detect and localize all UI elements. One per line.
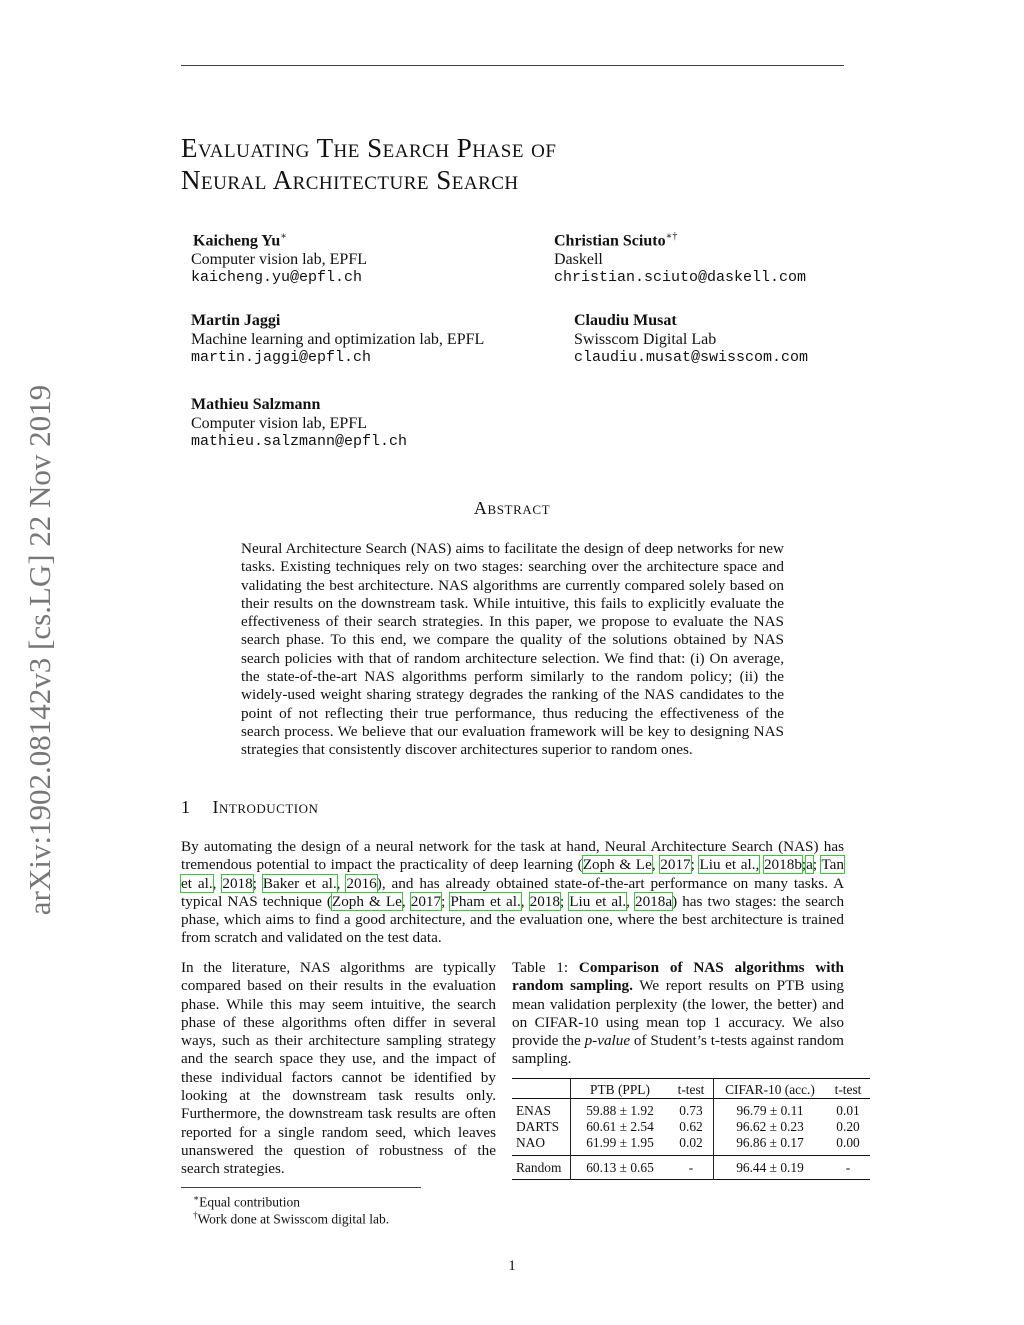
- results-table: [512, 1078, 870, 1180]
- author-block: [574, 312, 808, 368]
- table-cell: 0.02: [679, 1135, 703, 1150]
- table-cell: 96.62 ± 0.23: [714, 1119, 827, 1135]
- table-label: Table 1:: [512, 959, 569, 976]
- table-cell: 0.01: [836, 1103, 860, 1118]
- author-name: Mathieu Salzmann: [191, 396, 321, 413]
- table-caption-bold: Comparison of NAS algorithms with random sampling.: [512, 959, 845, 995]
- author-email[interactable]: kaicheng.yu@epfl.ch: [191, 269, 363, 287]
- table-cell: 96.79 ± 0.11: [714, 1099, 827, 1120]
- table-row-random: [512, 1156, 870, 1180]
- page-number: 1: [508, 1258, 516, 1274]
- footnote-1: ∗Equal contribution: [193, 1193, 300, 1210]
- author-affiliation: Computer vision lab, EPFL: [191, 250, 367, 268]
- author-block: [554, 228, 806, 288]
- table-cell: DARTS: [516, 1119, 560, 1134]
- table-cell: 60.61 ± 2.54: [571, 1119, 670, 1135]
- citation-link[interactable]: a: [806, 856, 813, 874]
- table-cell: -: [688, 1160, 694, 1175]
- author-block: [191, 396, 407, 452]
- table-cell: 0.00: [836, 1135, 860, 1150]
- citation-link[interactable]: Liu et al.,: [699, 856, 760, 874]
- table-cell: Random: [516, 1160, 562, 1175]
- table-header-cell: PTB (PPL): [571, 1079, 670, 1099]
- table-header-cell: t-test: [677, 1082, 705, 1097]
- paper-title: [181, 132, 556, 196]
- table-cell: 96.44 ± 0.19: [714, 1156, 827, 1180]
- table-caption: Table 1: Comparison of NAS algorithms with random sampling. We report results on PTB using mean validation perplexity (the lower, the better) and on CIFAR-10 using mean top 1 accuracy. We also provide the p-value of Student’s t-tests against random sampling.: [512, 959, 845, 1068]
- table-cell: 61.99 ± 1.95: [571, 1135, 670, 1156]
- author-affiliation: Machine learning and optimization lab, EPFL: [191, 330, 485, 348]
- table-cell: ENAS: [516, 1103, 551, 1118]
- citation-link[interactable]: 2017: [410, 892, 442, 910]
- author-email[interactable]: mathieu.salzmann@epfl.ch: [191, 433, 408, 450]
- table-header-row: [512, 1079, 870, 1099]
- citation-link[interactable]: 2018a: [634, 892, 673, 910]
- citation-link[interactable]: 2017: [660, 856, 691, 874]
- abstract-heading: Abstract: [473, 498, 551, 518]
- intro-paragraph: By automating the design of a neural network for the task at hand, Neural Architecture Search (NAS) has tremendous potential to impact the practicality of deep learning (Zoph & Le, 2017; Liu et al., 2018b;a; Tan et al., 2018; Baker et al., 2016), and has already obtained state-of-the-art performance on many tasks. A typical NAS technique (Zoph & Le, 2017; Pham et al., 2018; Liu et al., 2018a) has two stages: the search phase, which aims to find a good architecture, and the evaluation one, where the best architecture is trained from scratch and validated on the test data.: [181, 838, 845, 947]
- section-title: Introduction: [212, 797, 319, 817]
- table-row: [512, 1119, 870, 1135]
- citation-link[interactable]: 2016: [346, 874, 377, 892]
- citation-link[interactable]: Tan et al.: [181, 856, 845, 892]
- table-header-cell: CIFAR-10 (acc.): [714, 1079, 827, 1099]
- author-affiliation: Computer vision lab, EPFL: [191, 414, 367, 432]
- author-affiliation: Swisscom Digital Lab: [574, 330, 717, 348]
- citation-link[interactable]: Pham et al.: [450, 892, 521, 910]
- table-cell: 0.73: [679, 1103, 703, 1118]
- footnote-2: †Work done at Swisscom digital lab.: [193, 1210, 390, 1227]
- arxiv-stamp-text: arXiv:1902.08142v3 [cs.LG] 22 Nov 2019: [22, 384, 57, 916]
- author-name: Martin Jaggi: [191, 312, 281, 329]
- citation-link[interactable]: 2018: [222, 874, 253, 892]
- author-name: Kaicheng Yu∗: [193, 231, 288, 250]
- author-email[interactable]: claudiu.musat@swisscom.com: [574, 349, 809, 366]
- title-line-2: Neural Architecture Search: [181, 165, 519, 195]
- footnote-rule: [181, 1187, 421, 1188]
- table-cell: 60.13 ± 0.65: [571, 1156, 670, 1180]
- author-email[interactable]: martin.jaggi@epfl.ch: [191, 349, 372, 366]
- intro-paragraph-2: In the literature, NAS algorithms are typically compared based on their results in the evaluation phase. While this may seem intuitive, the search phase of these algorithms often differ in several ways, such as their architecture sampling strategy and the search space they use, and the impact of these individual factors cannot be identified by looking at the downstream task results only. Furthermore, the downstream task results are often reported for a single random seed, which leaves unanswered the question of robustness of the search strategies.: [181, 959, 496, 1178]
- author-block: [193, 228, 367, 288]
- table-cell: 0.62: [679, 1119, 703, 1134]
- section-heading: [181, 797, 318, 818]
- author-affiliation: Daskell: [554, 250, 603, 268]
- header-rule: [181, 65, 844, 66]
- author-email[interactable]: christian.sciuto@daskell.com: [554, 269, 807, 287]
- citation-link[interactable]: Zoph & Le: [582, 856, 652, 874]
- citation-link[interactable]: 2018b: [763, 856, 802, 874]
- abstract-text: Neural Architecture Search (NAS) aims to facilitate the design of deep networks for new tasks. Existing techniques rely on two stages: searching over the architecture space and validating the best architecture. NAS algorithms are currently compared solely based on their results on the downstream task. While intuitive, this fails to explicitly evaluate the effectiveness of their search strategies. In this paper, we propose to evaluate the NAS search phase. To this end, we compare the quality of the solutions obtained by NAS search policies with that of random architecture selection. We find that: (i) On average, the state-of-the-art NAS algorithms perform similarly to the random policy; (ii) the widely-used weight sharing strategy degrades the ranking of the NAS candidates to the point of not reflecting their true performance, thus reducing the effectiveness of the search process. We believe that our evaluation framework will be key to designing NAS strategies that consistently discover architectures superior to random ones.: [241, 540, 784, 759]
- table-cell: 0.20: [836, 1119, 860, 1134]
- author-name: Claudiu Musat: [574, 312, 677, 329]
- arxiv-stamp: [10, 350, 70, 950]
- citation-link[interactable]: Baker et al.: [262, 874, 337, 892]
- citation-link[interactable]: Liu et al.: [569, 892, 627, 910]
- table-header-cell: [512, 1079, 571, 1099]
- title-line-1: Evaluating The Search Phase of: [181, 133, 557, 163]
- author-name: Christian Sciuto∗†: [554, 231, 678, 250]
- table-row: [512, 1099, 870, 1120]
- author-block: [191, 312, 484, 368]
- citation-link[interactable]: 2018: [529, 892, 560, 910]
- table-header-cell: t-test: [834, 1082, 862, 1097]
- table-cell: 96.86 ± 0.17: [714, 1135, 827, 1156]
- table-cell: NAO: [516, 1135, 546, 1150]
- table-row: [512, 1135, 870, 1156]
- table-cell: 59.88 ± 1.92: [571, 1099, 670, 1120]
- table-cell: -: [845, 1160, 851, 1175]
- citation-link[interactable]: Zoph & Le: [331, 892, 402, 910]
- section-number: 1: [181, 797, 191, 817]
